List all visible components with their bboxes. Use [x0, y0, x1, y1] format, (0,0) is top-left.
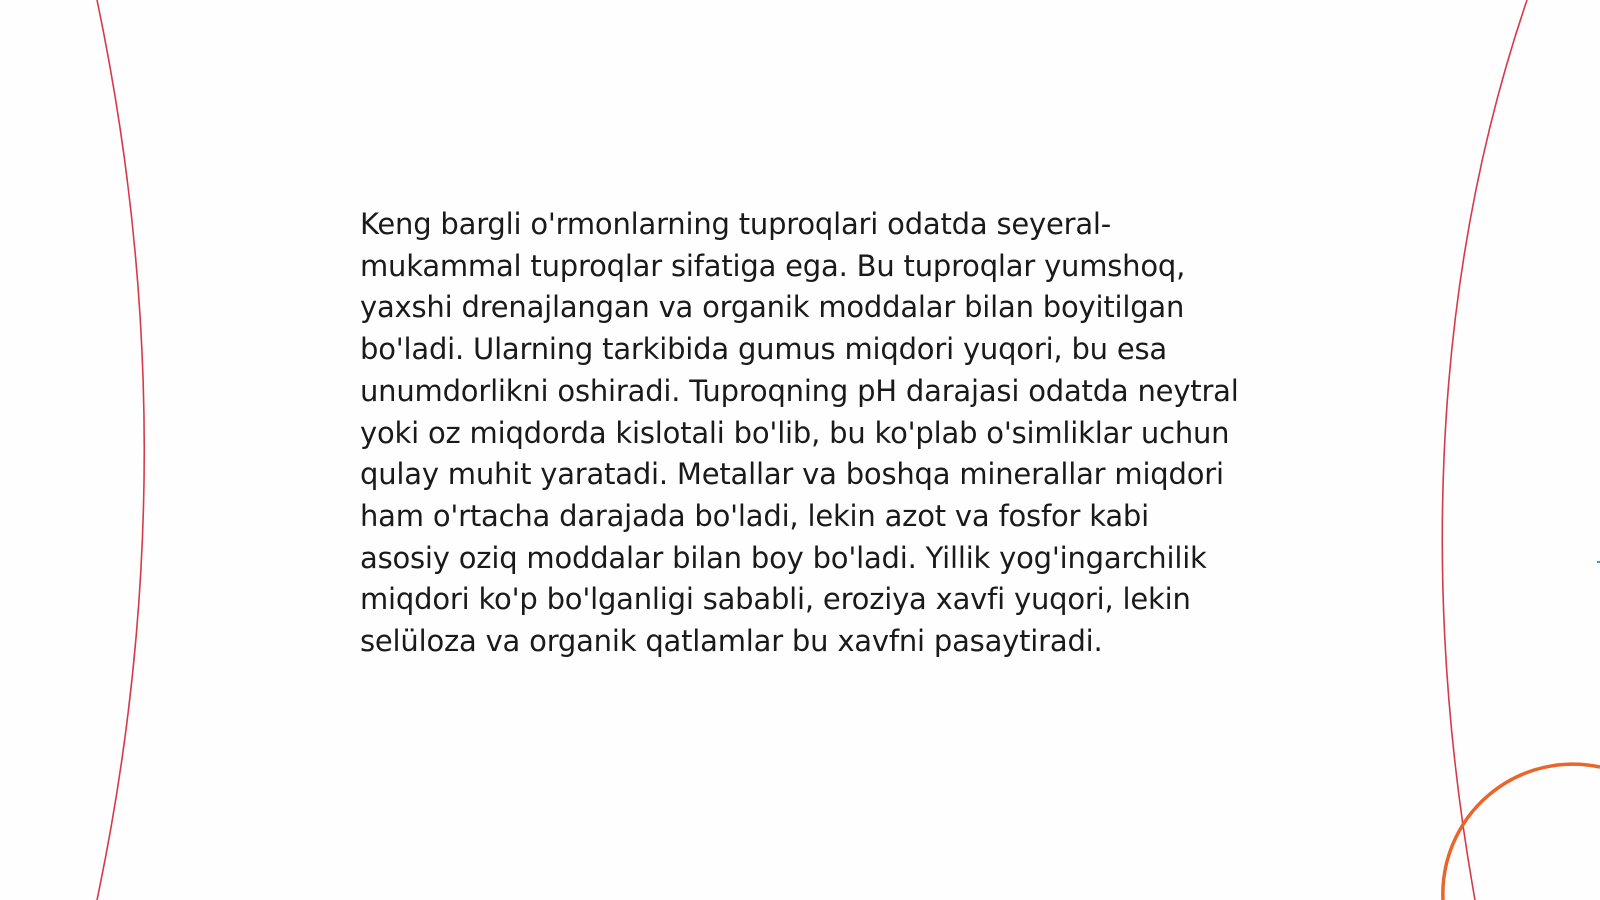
right-arc-line	[1442, 0, 1527, 900]
body-text: Keng bargli o'rmonlarning tuproqlari odatda seyeral-mukammal tuproqlar sifatiga ega. Bu tuproqlar yumshoq, yaxshi drenajlangan va organik moddalar bilan boyitilgan bo'ladi. Ularning tarkibida gumus miqdori yuqori, bu esa unumdorlikni oshiradi. Tuproqning pH darajasi odatda neytral yoki oz miqdorda kislotali bo'lib, bu ko'plab o'simliklar uchun qulay muhit yaratadi. Metallar va boshqa minerallar miqdori ham o'rtacha darajada bo'ladi, lekin azot va fosfor kabi asosiy oziq moddalar bilan boy bo'ladi. Yillik yog'ingarchilik miqdori ko'p bo'lganligi sababli, eroziya xavfi yuqori, lekin selüloza va organik qatlamlar bu xavfni pasaytiradi.	[360, 207, 1239, 659]
left-arc-line	[97, 0, 144, 900]
orange-circle-arc	[1443, 764, 1600, 900]
